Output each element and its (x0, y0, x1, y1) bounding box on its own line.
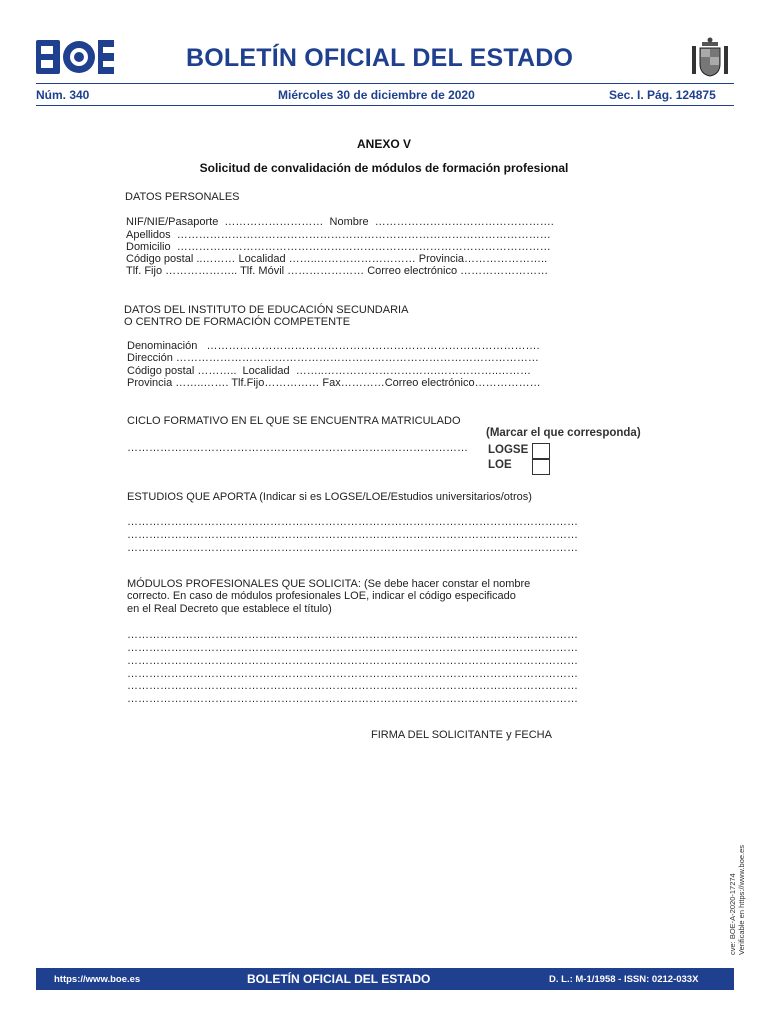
institute-heading: O CENTRO DE FORMACIÓN COMPETENTE (124, 316, 351, 328)
modulos-line: …………………………………………………………………………………………………………… (127, 629, 578, 641)
option-loe-checkbox[interactable] (532, 459, 550, 475)
modulos-line: …………………………………………………………………………………………………………… (127, 668, 578, 680)
verify-url: Verificable en https://www.boe.es (737, 844, 746, 955)
option-loe-label: LOE (488, 459, 512, 471)
ciclo-dots: ………………………………………………………………………………… (127, 442, 468, 454)
institute-line: Dirección ……………………………………………………………………………………… (127, 352, 539, 364)
header-rule-bottom (36, 105, 734, 106)
institute-heading: DATOS DEL INSTITUTO DE EDUCACIÓN SECUNDARIA (124, 304, 409, 316)
section-page: Sec. I. Pág. 124875 (609, 88, 716, 102)
boe-logo (36, 40, 114, 74)
estudios-heading: ESTUDIOS QUE APORTA (Indicar si es LOGSE/LOE/Estudios universitarios/otros) (127, 491, 532, 503)
footer-title: BOLETÍN OFICIAL DEL ESTADO (247, 972, 431, 986)
page-title: BOLETÍN OFICIAL DEL ESTADO (186, 44, 574, 72)
modulos-line: …………………………………………………………………………………………………………… (127, 655, 578, 667)
institute-line: Denominación ………………………………………………………………………………. (127, 340, 540, 352)
annex-title: ANEXO V (356, 137, 411, 151)
footer-url-link[interactable]: https://www.boe.es (54, 974, 141, 985)
personal-line: Apellidos ………………………………………………………………………………………… (126, 229, 551, 241)
institute-line: Provincia ……..……. Tlf.Fijo…………… Fax…………Correo electrónico……………… (127, 377, 541, 389)
mark-note: (Marcar el que corresponda) (486, 427, 641, 439)
modulos-heading: MÓDULOS PROFESIONALES QUE SOLICITA: (Se debe hacer constar el nombre (127, 578, 531, 590)
estudios-line: …………………………………………………………………………………………………………… (127, 542, 578, 554)
personal-line: NIF/NIE/Pasaporte ……………………… Nombre …………………………………………. (126, 216, 554, 228)
coat-of-arms-icon (688, 36, 732, 80)
estudios-line: …………………………………………………………………………………………………………… (127, 516, 578, 528)
ciclo-heading: CICLO FORMATIVO EN EL QUE SE ENCUENTRA MATRICULADO (127, 415, 461, 427)
issue-date: Miércoles 30 de diciembre de 2020 (278, 88, 475, 102)
personal-line: Código postal ..……… Localidad ……..……………………… Provincia………………….. (126, 253, 548, 265)
personal-line: Tlf. Fijo ……………….. Tlf. Móvil ………………… Correo electrónico …………………… (126, 265, 549, 277)
option-logse-label: LOGSE (488, 444, 529, 456)
modulos-heading: en el Real Decreto que establece el título) (127, 603, 332, 615)
header-rule-top (36, 83, 734, 84)
institute-line: Código postal ……….. Localidad ……..………………………….……………..……… (127, 365, 532, 377)
footer-bar (36, 968, 734, 990)
personal-heading: DATOS PERSONALES (125, 191, 240, 203)
issue-number: Núm. 340 (36, 88, 90, 102)
modulos-line: …………………………………………………………………………………………………………… (127, 642, 578, 654)
personal-line: Domicilio ………………………………………………………………………………………… (126, 241, 551, 253)
estudios-line: …………………………………………………………………………………………………………… (127, 529, 578, 541)
modulos-heading: correcto. En caso de módulos profesionales LOE, indicar el código especificado (127, 590, 516, 602)
modulos-line: …………………………………………………………………………………………………………… (127, 693, 578, 705)
footer-legal: D. L.: M-1/1958 - ISSN: 0212-033X (549, 974, 699, 985)
option-logse-checkbox[interactable] (532, 443, 550, 459)
form-subtitle: Solicitud de convalidación de módulos de formación profesional (199, 161, 569, 175)
signature-label: FIRMA DEL SOLICITANTE y FECHA (371, 729, 552, 741)
cve-code: cve: BOE-A-2020-17274 (728, 873, 737, 955)
verification-note (728, 755, 746, 955)
modulos-line: …………………………………………………………………………………………………………… (127, 680, 578, 692)
